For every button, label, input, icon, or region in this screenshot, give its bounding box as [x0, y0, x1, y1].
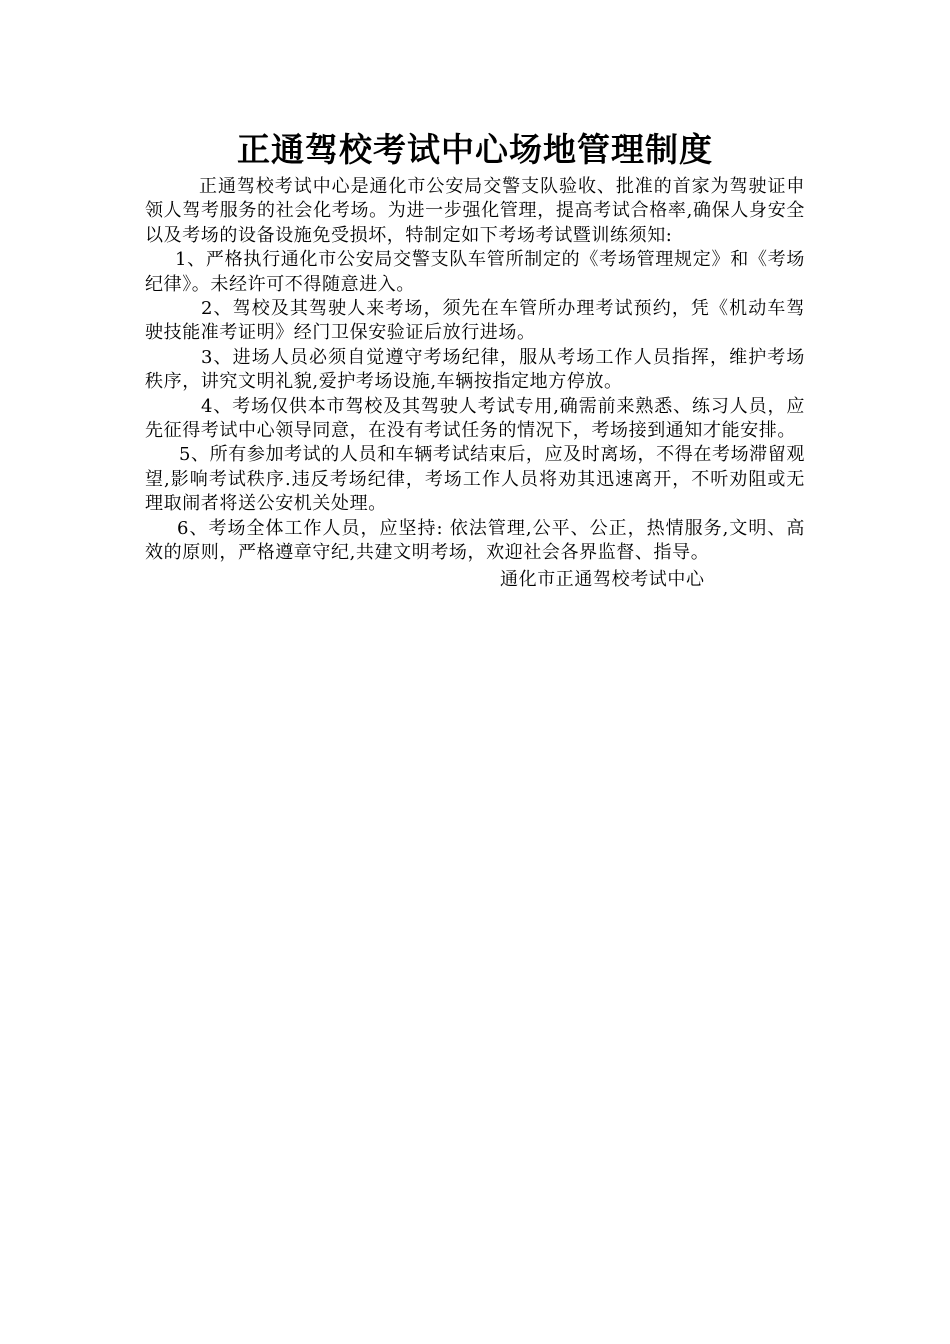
- rule-item-1: 1、严格执行通化市公安局交警支队车管所制定的《考场管理规定》和《考场纪律》。未经许可不得随意进入。: [145, 249, 805, 295]
- signature: 通化市正通驾校考试中心: [500, 568, 705, 590]
- rule-item-5: 5、所有参加考试的人员和车辆考试结束后，应及时离场，不得在考场滞留观望,影响考试秩序.违反考场纪律，考场工作人员将劝其迅速离开，不听劝阻或无理取闹者将送公安机关处理。: [145, 444, 805, 515]
- rule-item-2: 2、驾校及其驾驶人来考场，须先在车管所办理考试预约，凭《机动车驾驶技能准考证明》经门卫保安验证后放行进场。: [145, 298, 805, 344]
- rule-item-3: 3、进场人员必须自觉遵守考场纪律，服从考场工作人员指挥，维护考场秩序，讲究文明礼貌,爱护考场设施,车辆按指定地方停放。: [145, 346, 805, 393]
- document-title: 正通驾校考试中心场地管理制度: [237, 130, 713, 169]
- rule-item-4: 4、考场仅供本市驾校及其驾驶人考试专用,确需前来熟悉、练习人员，应先征得考试中心领导同意，在没有考试任务的情况下，考场接到通知才能安排。: [145, 395, 805, 442]
- document-body: [145, 175, 805, 592]
- rule-item-6: 6、考场全体工作人员，应坚持: 依法管理,公平、公正，热情服务,文明、高效的原则，严格遵章守纪,共建文明考场，欢迎社会各界监督、指导。: [145, 517, 805, 564]
- intro-paragraph: 正通驾校考试中心是通化市公安局交警支队验收、批准的首家为驾驶证申领人驾考服务的社会化考场。为进一步强化管理，提高考试合格率,确保人身安全以及考场的设备设施免受损坏，特制定如下考场考试暨训练须知:: [145, 176, 805, 246]
